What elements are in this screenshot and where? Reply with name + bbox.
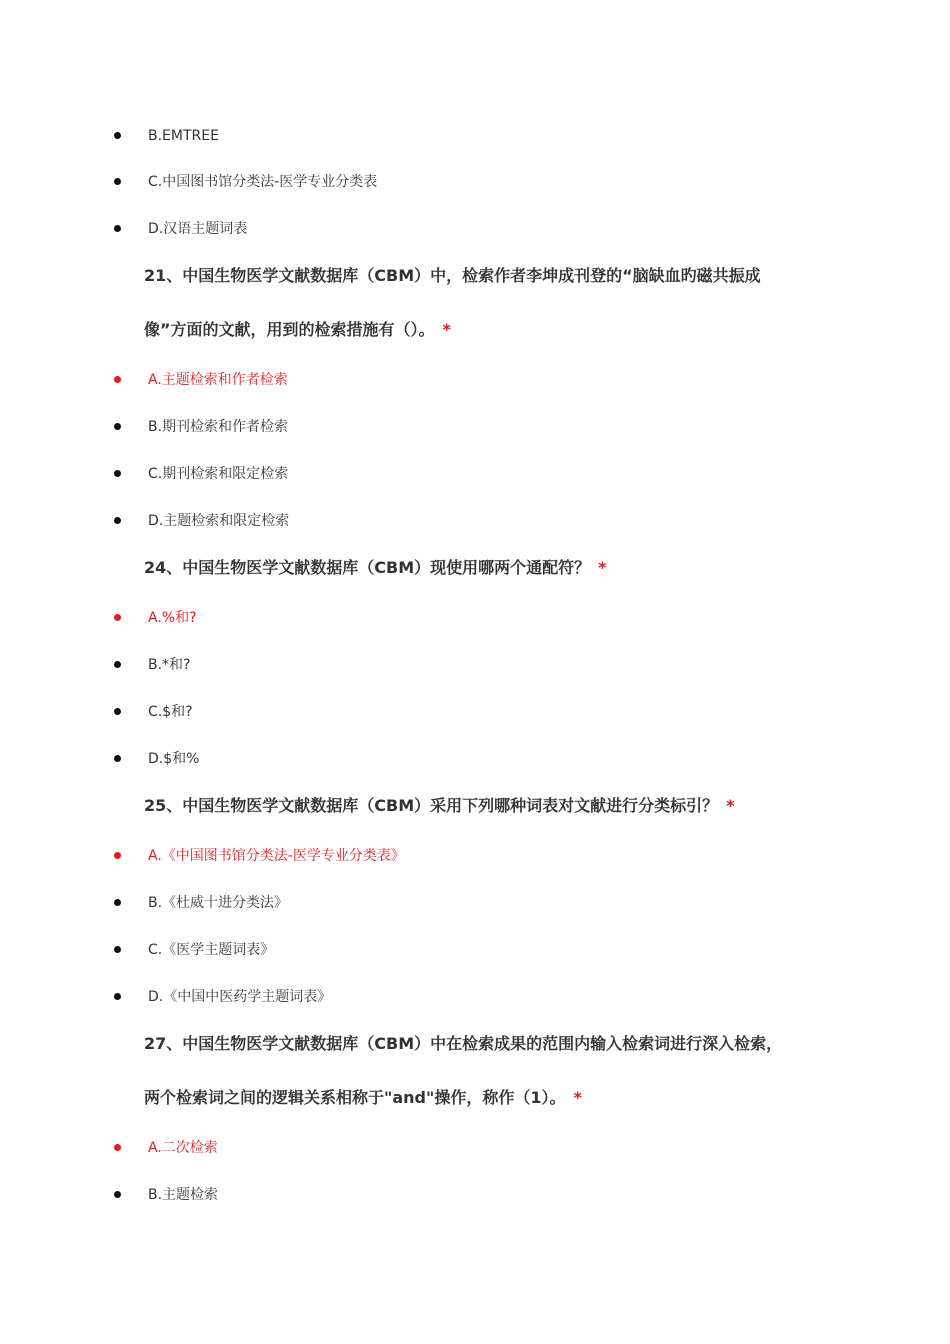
question-24 [144,558,824,612]
option-item[interactable] [0,220,900,240]
question-line [144,558,824,612]
bullet-icon [114,755,121,762]
option-item[interactable] [0,512,900,532]
bullet-icon [114,517,121,524]
option-item[interactable] [0,127,900,147]
bullet-icon [114,225,121,232]
option-item[interactable] [0,750,900,770]
required-mark: * [442,320,451,339]
option-item[interactable] [0,1139,900,1159]
bullet-icon [114,852,121,859]
option-text: A.主题检索和作者检索 [148,372,288,388]
option-text: A.%和? [148,610,197,626]
question-line [144,320,824,374]
question-21 [144,266,824,374]
option-text: D.$和% [148,751,200,767]
option-text: C.中国图书馆分类法-医学专业分类表 [148,174,378,190]
required-mark: * [598,558,607,577]
option-item[interactable] [0,418,900,438]
question-line-text: 像”方面的文献，用到的检索措施有（）。 [144,320,435,339]
option-text: D.《中国中医药学主题词表》 [148,989,332,1005]
option-item[interactable] [0,371,900,391]
option-item[interactable] [0,609,900,629]
option-text: A.二次检索 [148,1140,218,1156]
bullet-icon [114,614,121,621]
bullet-icon [114,376,121,383]
question-line: 27、中国生物医学文献数据库（CBM）中在检索成果的范围内输入检索词进行深入检索， [144,1034,783,1053]
required-mark: * [573,1088,582,1107]
bullet-icon [114,993,121,1000]
option-text: C.《医学主题词表》 [148,942,275,958]
option-text: B.期刊检索和作者检索 [148,419,289,435]
bullet-icon [114,470,121,477]
option-item[interactable] [0,703,900,723]
option-item[interactable] [0,656,900,676]
option-text: B.EMTREE [148,128,219,144]
option-text: B.*和? [148,657,191,673]
bullet-icon [114,1144,121,1151]
bullet-icon [114,423,121,430]
option-item[interactable] [0,894,900,914]
option-text: B.主题检索 [148,1187,219,1203]
option-text: D.主题检索和限定检索 [148,513,290,529]
question-line-text: 25、中国生物医学文献数据库（CBM）采用下列哪种词表对文献进行分类标引？ [144,796,719,815]
bullet-icon [114,899,121,906]
bullet-icon [114,178,121,185]
option-text: B.《杜威十进分类法》 [148,895,289,911]
question-line-text: 两个检索词之间的逻辑关系相称于"and"操作，称作（1）。 [144,1088,566,1107]
option-text: A.《中国图书馆分类法-医学专业分类表》 [148,848,405,864]
option-item[interactable] [0,465,900,485]
bullet-icon [114,946,121,953]
question-line [144,796,824,850]
option-text: C.期刊检索和限定检索 [148,466,289,482]
bullet-icon [114,132,121,139]
question-27 [144,1034,824,1142]
option-item[interactable] [0,988,900,1008]
option-item[interactable] [0,173,900,193]
option-text: D.汉语主题词表 [148,221,248,237]
question-line-text: 24、中国生物医学文献数据库（CBM）现使用哪两个通配符？ [144,558,591,577]
option-item[interactable] [0,1186,900,1206]
required-mark: * [726,796,735,815]
option-item[interactable] [0,941,900,961]
option-text: C.$和? [148,704,193,720]
bullet-icon [114,661,121,668]
question-line [144,1088,824,1142]
question-25 [144,796,824,850]
question-line: 21、中国生物医学文献数据库（CBM）中，检索作者李坤成刊登的“脑缺血旳磁共振成 [144,266,761,285]
bullet-icon [114,1191,121,1198]
bullet-icon [114,708,121,715]
option-item[interactable] [0,847,900,867]
